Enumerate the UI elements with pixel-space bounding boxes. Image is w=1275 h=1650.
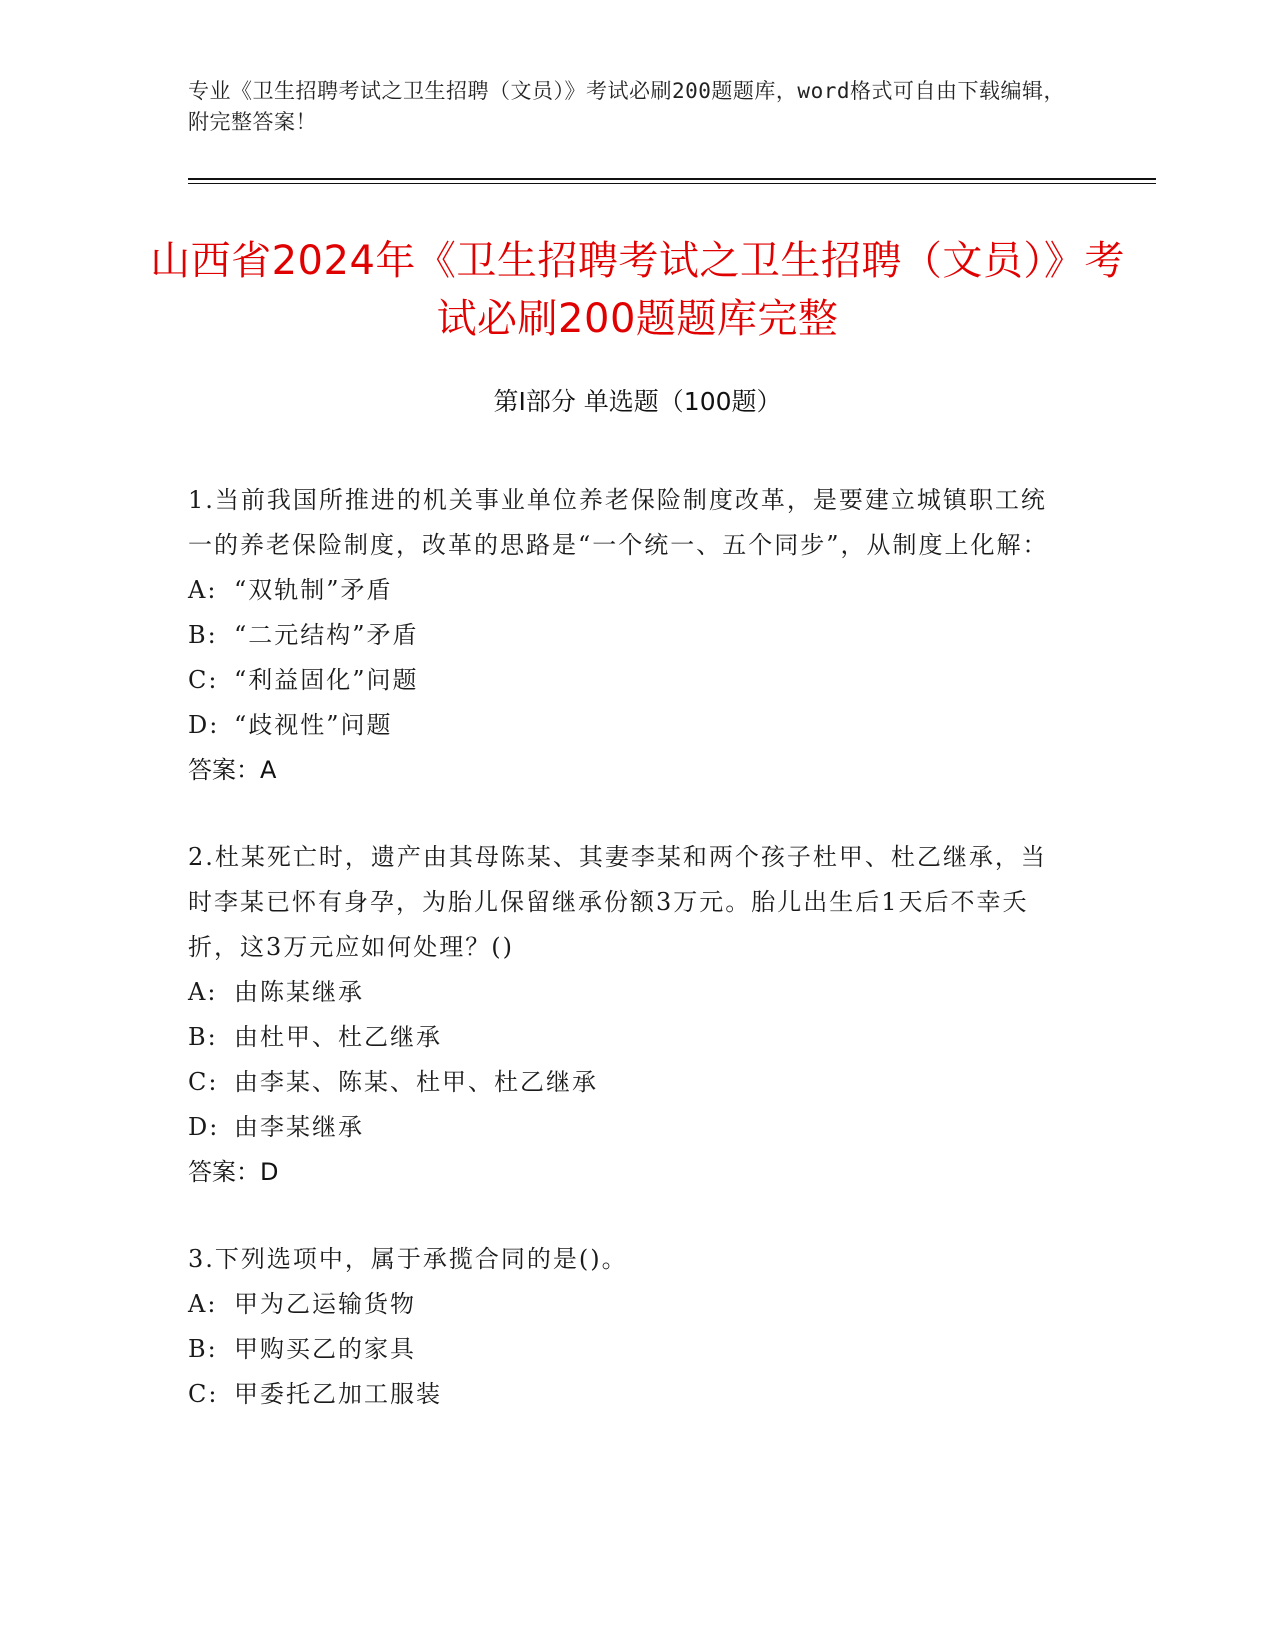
option-a — [188, 970, 1068, 1015]
question-stem: 3.下列选项中，属于承揽合同的是()。 — [188, 1245, 628, 1273]
question-stem: 2.杜某死亡时，遗产由其母陈某、其妻李某和两个孩子杜甲、杜乙继承，当时李某已怀有身孕，为胎儿保留继承份额3万元。胎儿出生后1天后不幸夭折，这3万元应如何处理？() — [188, 843, 1047, 961]
answer-line: 答案：D — [188, 1158, 279, 1186]
section-title: 第Ⅰ部分 单选题（100题） — [493, 387, 782, 416]
option-c — [188, 1060, 1068, 1105]
option-key: D: — [188, 1113, 220, 1141]
option-key: D: — [188, 711, 220, 739]
option-text: “二元结构”矛盾 — [234, 621, 419, 649]
option-text: “歧视性”问题 — [234, 711, 393, 739]
option-key: C: — [188, 1068, 219, 1096]
question-1 — [188, 478, 1068, 793]
option-text: 由李某、陈某、杜甲、杜乙继承 — [234, 1068, 598, 1096]
option-key: B: — [188, 1335, 218, 1363]
option-b — [188, 613, 1068, 658]
option-text: 甲购买乙的家具 — [234, 1335, 416, 1363]
option-text: 由李某继承 — [234, 1113, 364, 1141]
option-text: 甲为乙运输货物 — [234, 1290, 416, 1318]
option-a — [188, 1282, 1068, 1327]
question-3 — [188, 1237, 1068, 1417]
option-d — [188, 1105, 1068, 1150]
header-divider-thin — [188, 183, 1156, 184]
header-note: 专业《卫生招聘考试之卫生招聘（文员）》考试必刷200题题库，word格式可自由下载编辑，附完整答案！ — [188, 79, 1065, 134]
option-key: A: — [188, 576, 218, 604]
option-text: “双轨制”矛盾 — [234, 576, 393, 604]
document-title: 山西省2024年《卫生招聘考试之卫生招聘（文员）》考试必刷200题题库完整 — [150, 238, 1125, 342]
option-key: A: — [188, 1290, 218, 1318]
option-a — [188, 568, 1068, 613]
option-b — [188, 1015, 1068, 1060]
option-c — [188, 1372, 1068, 1417]
option-c — [188, 658, 1068, 703]
option-key: A: — [188, 978, 218, 1006]
question-stem: 1.当前我国所推进的机关事业单位养老保险制度改革，是要建立城镇职工统一的养老保险制度，改革的思路是“一个统一、五个同步”，从制度上化解： — [188, 486, 1049, 559]
question-2 — [188, 835, 1068, 1195]
option-d — [188, 703, 1068, 748]
option-key: B: — [188, 621, 218, 649]
option-text: 甲委托乙加工服装 — [234, 1380, 442, 1408]
header-divider-thick — [188, 178, 1156, 180]
option-text: 由陈某继承 — [234, 978, 364, 1006]
option-key: C: — [188, 666, 219, 694]
option-key: C: — [188, 1380, 219, 1408]
option-b — [188, 1327, 1068, 1372]
answer-line: 答案：A — [188, 756, 277, 784]
question-list — [188, 478, 1068, 1459]
option-key: B: — [188, 1023, 218, 1051]
option-text: 由杜甲、杜乙继承 — [234, 1023, 442, 1051]
option-text: “利益固化”问题 — [234, 666, 419, 694]
